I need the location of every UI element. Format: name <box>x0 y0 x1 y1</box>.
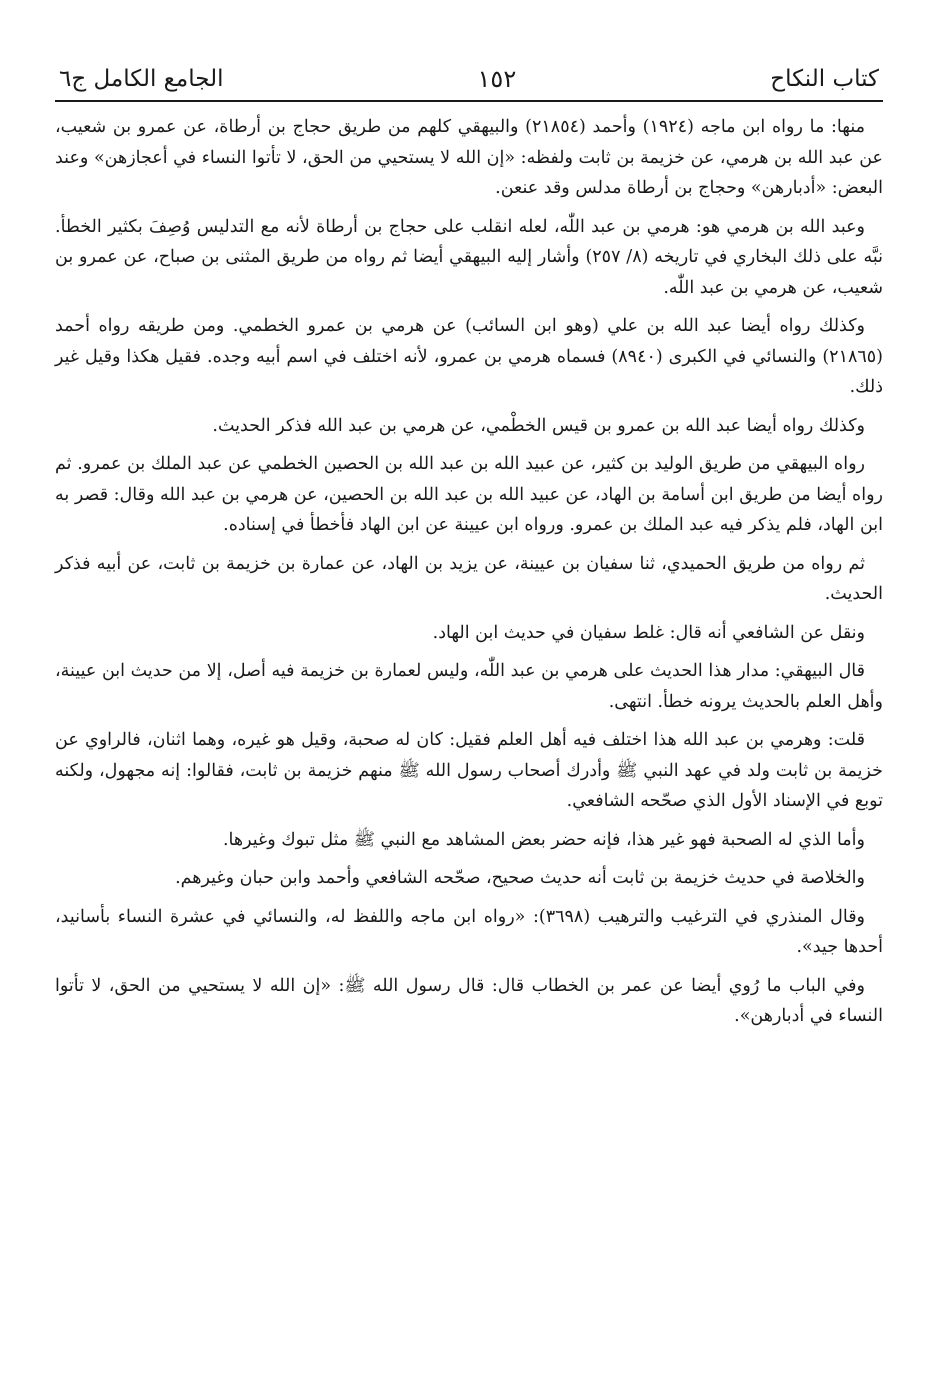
paragraph: وقال المنذري في الترغيب والترهيب (٣٦٩٨): «رواه ابن ماجه واللفظ له، والنسائي في عشرة النساء بأسانيد، أحدها جيد». <box>55 906 883 957</box>
paragraph: وفي الباب ما رُوي أيضا عن عمر بن الخطاب قال: قال رسول الله ﷺ: «إن الله لا يستحيي من الحق، لا تأتوا النساء في أدبارهن». <box>55 975 883 1026</box>
paragraph: ثم رواه من طريق الحميدي، ثنا سفيان بن عيينة، عن يزيد بن الهاد، عن عمارة بن خزيمة بن ثابت، عن أبيه فذكر الحديث. <box>55 553 883 604</box>
paragraph: منها: ما رواه ابن ماجه (١٩٢٤) وأحمد (٢١٨٥٤) والبيهقي كلهم من طريق حجاج بن أرطاة، عن عمرو بن شعيب، عن عبد الله بن هرمي، عن خزيمة بن ثابت ولفظه: «إن الله لا يستحيي من الحق، لا تأتوا النساء في أعجازهن» وعند البعض: «أدبارهن» وحجاج بن أرطاة مدلس وقد عنعن. <box>55 117 883 198</box>
paragraph: وكذلك رواه أيضا عبد الله بن علي (وهو ابن السائب) عن هرمي بن عمرو الخطمي. ومن طريقه رواه أحمد (٢١٨٦٥) والنسائي في الكبرى (٨٩٤٠) فسماه هرمي بن عمرو، لأنه اختلف في اسم أبيه وجده. فقيل هكذا وقيل غير ذلك. <box>55 316 883 397</box>
paragraph: وعبد الله بن هرمي هو: هرمي بن عبد اللّٰه، لعله انقلب على حجاج بن أرطاة لأنه مع التدليس وُصِفَ بكثير الخطأ. نبَّه على ذلك البخاري في تاريخه (٨/ ٢٥٧) وأشار إليه البيهقي أيضا ثم رواه من طريق المثنى بن صباح، عن عمرو بن شعيب، عن هرمي بن عبد اللّٰه. <box>55 216 883 298</box>
page-number: ١٥٢ <box>477 65 517 93</box>
book-page <box>55 58 883 1348</box>
paragraph: وأما الذي له الصحبة فهو غير هذا، فإنه حضر بعض المشاهد مع النبي ﷺ مثل تبوك وغيرها. <box>222 829 865 850</box>
paragraph: ونقل عن الشافعي أنه قال: غلط سفيان في حديث ابن الهاد. <box>432 622 865 643</box>
paragraph: وكذلك رواه أيضا عبد الله بن عمرو بن قيس الخطْمي، عن هرمي بن عبد الله فذكر الحديث. <box>212 415 865 436</box>
paragraph: والخلاصة في حديث خزيمة بن ثابت أنه حديث صحيح، صحّحه الشافعي وأحمد وابن حبان وغيرهم. <box>175 868 865 888</box>
running-header <box>55 58 883 102</box>
section-title: كتاب النكاح <box>770 66 879 92</box>
paragraph: قال البيهقي: مدار هذا الحديث على هرمي بن عبد اللّٰه، وليس لعمارة بن خزيمة فيه أصل، إلا من حديث ابن عيينة، وأهل العلم بالحديث يرونه خطأ. انتهى. <box>55 661 883 712</box>
paragraph: رواه البيهقي من طريق الوليد بن كثير، عن عبيد الله بن عبد الله بن الحصين الخطمي عن عبد الملك بن عمرو. ثم رواه أيضا من طريق ابن أسامة بن الهاد، عن عبيد الله بن عبد الله بن الحصين، عن هرمي بن عبد الله وقال: قصر به ابن الهاد، فلم يذكر فيه عبد الملك بن عمرو. ورواه ابن عيينة عن ابن الهاد فأخطأ في إسناده. <box>55 454 883 535</box>
book-title: الجامع الكامل ج٦ <box>59 66 224 92</box>
paragraph: قلت: وهرمي بن عبد الله هذا اختلف فيه أهل العلم فقيل: كان له صحبة، وقيل هو غيره، وهما اثنان، فالراوي عن خزيمة بن ثابت ولد في عهد النبي ﷺ وأدرك أصحاب رسول الله ﷺ منهم خزيمة بن ثابت، فقالوا: إنه مجهول، ولكنه توبع في الإسناد الأول الذي صحّحه الشافعي. <box>55 730 883 811</box>
page-body <box>55 112 883 1032</box>
